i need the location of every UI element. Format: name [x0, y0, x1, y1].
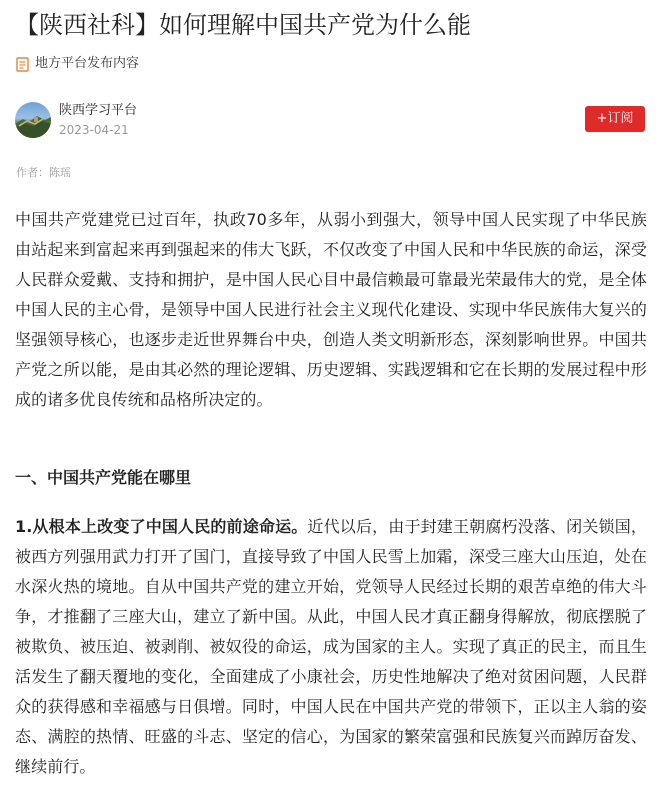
bookmark-icon — [16, 57, 29, 72]
author-byline: 作者：陈瑶 — [16, 166, 71, 179]
subscribe-button[interactable]: +订阅 — [585, 106, 645, 132]
point-text: 近代以后，由于封建王朝腐朽没落、闭关锁国，被西方列强用武力打开了国门，直接导致了中国人民雪上加霜，深受三座大山压迫，处在水深火热的境地。自从中国共产党的建立开始，党领导人民经过长期的艰苦卓绝的伟大斗争，才推翻了三座大山，建立了新中国。从此，中国人民才真正翻身得解放，彻底摆脱了被欺负、被压迫、被剥削、被奴役的命运，成为国家的主人。实现了真正的民主，而且生活发生了翻天覆地的变化，全面建成了小康社会，历史性地解决了绝对贫困问题，人民群众的获得感和幸福感与日俱增。同时，中国人民在中国共产党的带领下，正以主人翁的姿态、满腔的热情、旺盛的斗志、坚定的信心，为国家的繁荣富强和民族复兴而踔厉奋发、继续前行。 — [15, 517, 647, 776]
avatar[interactable] — [15, 102, 51, 138]
section-heading: 一、中国共产党能在哪里 — [15, 468, 192, 487]
source-tag — [16, 54, 139, 74]
author-bar — [15, 100, 647, 142]
source-label: 地方平台发布内容 — [35, 56, 140, 71]
account-name[interactable]: 陕西学习平台 — [59, 103, 138, 118]
article-title: 【陕西社科】如何理解中国共产党为什么能 — [15, 11, 471, 39]
avatar-great-wall-icon — [15, 102, 51, 138]
point-paragraph — [15, 512, 647, 782]
article-body — [15, 205, 647, 776]
publish-date: 2023-04-21 — [59, 123, 129, 137]
intro-paragraph: 中国共产党建党已过百年，执政70多年，从弱小到强大，领导中国人民实现了中华民族由站起来到富起来再到强起来的伟大飞跃，不仅改变了中国人民和中华民族的命运，深受人民群众爱戴、支持和拥护，是中国人民心目中最信赖最可靠最光荣最伟大的党，是全体中国人民的主心骨，是领导中国人民进行社会主义现代化建设、实现中华民族伟大复兴的坚强领导核心，也逐步走近世界舞台中央，创造人类文明新形态，深刻影响世界。中国共产党之所以能，是由其必然的理论逻辑、历史逻辑、实践逻辑和它在长期的发展过程中形成的诸多优良传统和品格所决定的。 — [15, 210, 647, 409]
point-lead: 1.从根本上改变了中国人民的前途命运。 — [15, 517, 308, 536]
